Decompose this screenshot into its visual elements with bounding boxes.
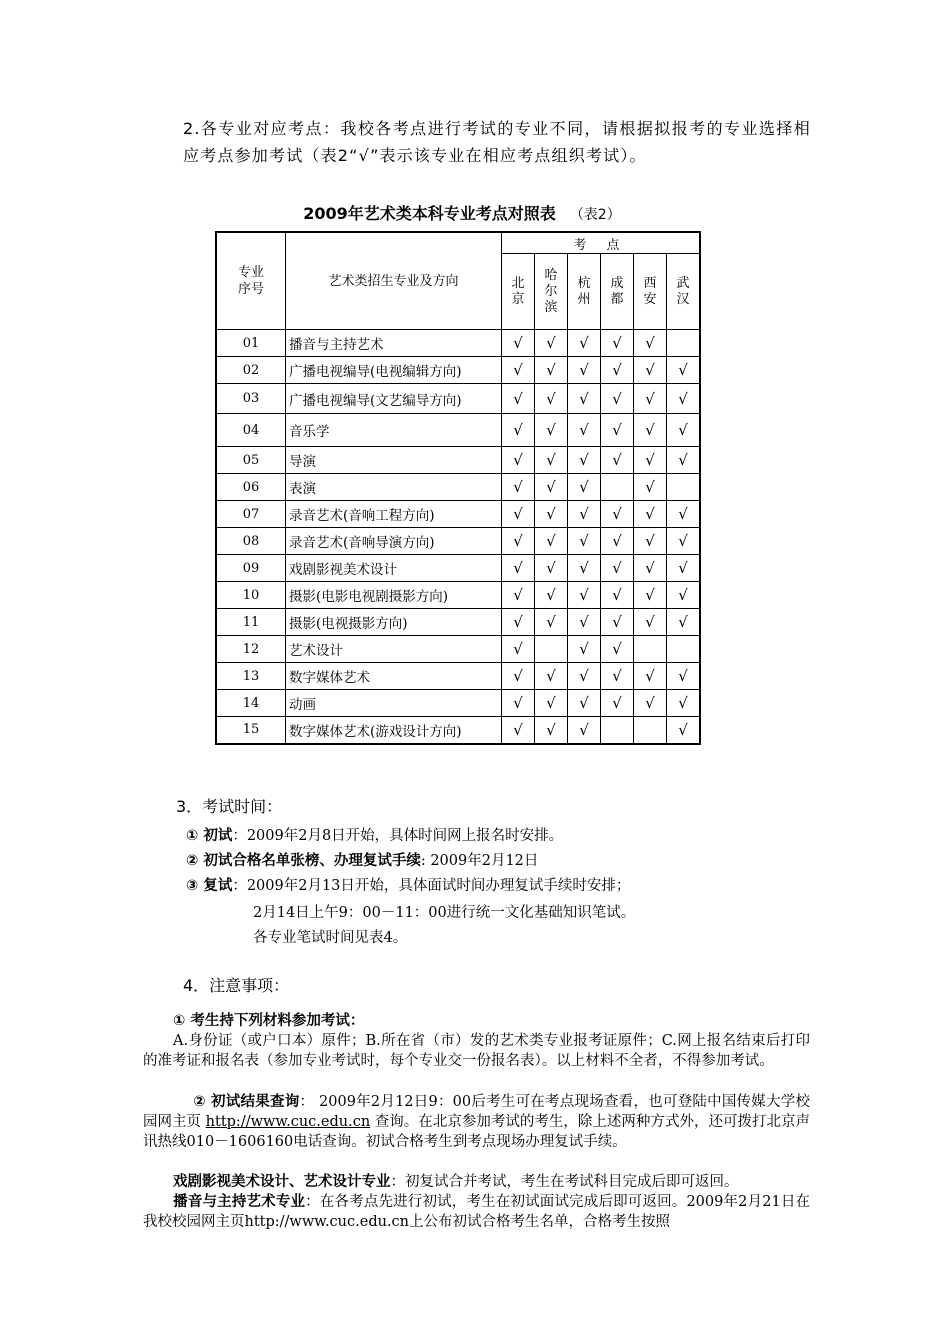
empty-cell bbox=[634, 717, 667, 744]
check-mark: √ bbox=[568, 330, 601, 357]
check-mark: √ bbox=[601, 582, 634, 609]
exam-time-item-1 bbox=[186, 824, 563, 845]
check-mark: √ bbox=[634, 663, 667, 690]
check-mark: √ bbox=[502, 447, 535, 474]
check-mark: √ bbox=[601, 330, 634, 357]
art-design-label: 戏剧影视美术设计、艺术设计专业 bbox=[173, 1174, 391, 1190]
check-mark: √ bbox=[568, 582, 601, 609]
header-city-1 bbox=[535, 254, 568, 330]
notice-materials-label: ① 考生持下列材料参加考试： bbox=[173, 1013, 365, 1029]
check-mark: √ bbox=[634, 384, 667, 414]
check-mark: √ bbox=[601, 357, 634, 384]
exam-time-item-3-line-2: 2月14日上午9：00－11：00进行统一文化基础知识笔试。 bbox=[253, 905, 636, 921]
row-serial-number: 06 bbox=[216, 474, 286, 501]
exam-site-table bbox=[215, 231, 701, 745]
row-serial-number: 03 bbox=[216, 384, 286, 414]
row-major-name: 导演 bbox=[286, 447, 502, 474]
table-row bbox=[216, 384, 700, 414]
row-major-name: 数字媒体艺术(游戏设计方向) bbox=[286, 717, 502, 744]
row-serial-number: 05 bbox=[216, 447, 286, 474]
check-mark: √ bbox=[535, 690, 568, 717]
check-mark: √ bbox=[535, 609, 568, 636]
row-serial-number: 15 bbox=[216, 717, 286, 744]
section-4-heading: 4．注意事项： bbox=[183, 976, 290, 995]
check-mark: √ bbox=[535, 384, 568, 414]
check-mark: √ bbox=[535, 447, 568, 474]
check-mark: √ bbox=[601, 690, 634, 717]
check-mark: √ bbox=[634, 690, 667, 717]
check-mark: √ bbox=[634, 501, 667, 528]
check-mark: √ bbox=[535, 717, 568, 744]
section-3-heading: 3．考试时间： bbox=[176, 797, 283, 816]
row-major-name: 戏剧影视美术设计 bbox=[286, 555, 502, 582]
row-serial-number: 14 bbox=[216, 690, 286, 717]
check-mark: √ bbox=[535, 555, 568, 582]
notice-materials-text: A.身份证（或户口本）原件；B.所在省（市）发的艺术类专业报考证原件；C.网上报名结束后打印的准考证和报名表（参加专业考试时，每个专业交一份报名表）。以上材料不全者，不得参加考试。 bbox=[143, 1033, 810, 1069]
table-row bbox=[216, 582, 700, 609]
check-mark: √ bbox=[634, 330, 667, 357]
header-city-3 bbox=[601, 254, 634, 330]
item-2-label: ② 初试合格名单张榜、办理复试手续 bbox=[186, 853, 421, 869]
check-mark: √ bbox=[535, 501, 568, 528]
section-2-paragraph: 2.各专业对应考点：我校各考点进行考试的专业不同，请根据拟报考的专业选择相应考点参加考试（表2“√”表示该专业在相应考点组织考试）。 bbox=[183, 119, 811, 165]
row-serial-number: 10 bbox=[216, 582, 286, 609]
row-major-name: 录音艺术(音响导演方向) bbox=[286, 528, 502, 555]
table-row bbox=[216, 330, 700, 357]
check-mark: √ bbox=[568, 414, 601, 447]
check-mark: √ bbox=[667, 501, 701, 528]
table-row bbox=[216, 717, 700, 744]
check-mark: √ bbox=[568, 717, 601, 744]
check-mark: √ bbox=[535, 528, 568, 555]
check-mark: √ bbox=[634, 609, 667, 636]
row-serial-number: 07 bbox=[216, 501, 286, 528]
row-serial-number: 02 bbox=[216, 357, 286, 384]
row-major-name: 录音艺术(音响工程方向) bbox=[286, 501, 502, 528]
item-3-text: ：2009年2月13日开始，具体面试时间办理复试手续时安排； bbox=[232, 878, 631, 894]
result-query-text-b: 查询。在北京参加考试的考生，除上述两种方式外，还可拨打北京声讯热线010－1606160电话查询。初试合格考生到考点现场办理复试手续。 bbox=[143, 1114, 811, 1150]
row-major-name: 音乐学 bbox=[286, 414, 502, 447]
exam-time-item-3-line-3: 各专业笔试时间见表4。 bbox=[253, 930, 408, 946]
check-mark: √ bbox=[535, 357, 568, 384]
table-row bbox=[216, 501, 700, 528]
empty-cell bbox=[667, 636, 701, 663]
table-row bbox=[216, 528, 700, 555]
check-mark: √ bbox=[667, 384, 701, 414]
check-mark: √ bbox=[502, 474, 535, 501]
check-mark: √ bbox=[568, 474, 601, 501]
row-major-name: 数字媒体艺术 bbox=[286, 663, 502, 690]
table-title-text: 2009年艺术类本科专业考点对照表 bbox=[303, 204, 556, 223]
result-query-text-a: ： 2009年2月12日9：00后考生可在考点现场查看，也可登陆中国传媒大学校园网主页 bbox=[143, 1094, 810, 1130]
check-mark: √ bbox=[502, 330, 535, 357]
city-name: 北 京 bbox=[511, 275, 525, 307]
table-row bbox=[216, 357, 700, 384]
check-mark: √ bbox=[502, 528, 535, 555]
empty-cell bbox=[601, 717, 634, 744]
check-mark: √ bbox=[601, 609, 634, 636]
check-mark: √ bbox=[535, 330, 568, 357]
check-mark: √ bbox=[601, 528, 634, 555]
city-name: 武 汉 bbox=[676, 275, 690, 307]
row-serial-number: 08 bbox=[216, 528, 286, 555]
check-mark: √ bbox=[667, 447, 701, 474]
check-mark: √ bbox=[634, 474, 667, 501]
check-mark: √ bbox=[568, 609, 601, 636]
city-name: 哈 尔 滨 bbox=[544, 267, 558, 315]
table-row bbox=[216, 690, 700, 717]
notice-materials bbox=[143, 1011, 810, 1071]
empty-cell bbox=[667, 330, 701, 357]
empty-cell bbox=[601, 474, 634, 501]
item-1-label: ① 初试 bbox=[186, 828, 233, 844]
row-major-name: 动画 bbox=[286, 690, 502, 717]
city-name: 西 安 bbox=[643, 275, 657, 307]
table-row bbox=[216, 474, 700, 501]
check-mark: √ bbox=[634, 414, 667, 447]
check-mark: √ bbox=[667, 582, 701, 609]
check-mark: √ bbox=[667, 528, 701, 555]
check-mark: √ bbox=[535, 474, 568, 501]
check-mark: √ bbox=[601, 636, 634, 663]
check-mark: √ bbox=[634, 582, 667, 609]
row-serial-number: 11 bbox=[216, 609, 286, 636]
row-major-name: 摄影(电视摄影方向) bbox=[286, 609, 502, 636]
check-mark: √ bbox=[502, 582, 535, 609]
item-3-label: ③ 复试 bbox=[186, 878, 233, 894]
exam-time-item-2 bbox=[186, 849, 538, 870]
check-mark: √ bbox=[568, 663, 601, 690]
broadcasting-label: 播音与主持艺术专业 bbox=[173, 1194, 306, 1210]
row-major-name: 播音与主持艺术 bbox=[286, 330, 502, 357]
row-major-name: 广播电视编导(电视编辑方向) bbox=[286, 357, 502, 384]
check-mark: √ bbox=[502, 357, 535, 384]
check-mark: √ bbox=[667, 663, 701, 690]
table-title bbox=[212, 201, 712, 224]
item-1-text: ：2009年2月8日开始，具体时间网上报名时安排。 bbox=[232, 828, 564, 844]
check-mark: √ bbox=[502, 384, 535, 414]
row-serial-number: 01 bbox=[216, 330, 286, 357]
check-mark: √ bbox=[502, 609, 535, 636]
check-mark: √ bbox=[667, 717, 701, 744]
check-mark: √ bbox=[502, 555, 535, 582]
table-row bbox=[216, 663, 700, 690]
notice-art-design bbox=[143, 1172, 810, 1192]
empty-cell bbox=[667, 474, 701, 501]
notice-result-query bbox=[143, 1092, 810, 1152]
check-mark: √ bbox=[568, 528, 601, 555]
row-major-name: 广播电视编导(文艺编导方向) bbox=[286, 384, 502, 414]
check-mark: √ bbox=[568, 501, 601, 528]
check-mark: √ bbox=[535, 582, 568, 609]
header-exam-sites: 考 点 bbox=[502, 232, 701, 254]
city-name: 成 都 bbox=[610, 275, 624, 307]
check-mark: √ bbox=[568, 690, 601, 717]
item-2-text: : 2009年2月12日 bbox=[420, 853, 539, 869]
check-mark: √ bbox=[568, 636, 601, 663]
check-mark: √ bbox=[601, 447, 634, 474]
broadcasting-text: ：在各考点先进行初试，考生在初试面试完成后即可返回。2009年2月21日在我校校园网主页http://www.cuc.edu.cn上公布初试合格考生名单，合格考生按照 bbox=[143, 1194, 811, 1230]
check-mark: √ bbox=[568, 447, 601, 474]
table-row bbox=[216, 555, 700, 582]
check-mark: √ bbox=[502, 636, 535, 663]
check-mark: √ bbox=[502, 501, 535, 528]
header-city-2 bbox=[568, 254, 601, 330]
check-mark: √ bbox=[601, 501, 634, 528]
cuc-homepage-link[interactable]: http://www.cuc.edu.cn bbox=[205, 1114, 371, 1130]
check-mark: √ bbox=[667, 555, 701, 582]
table-row bbox=[216, 447, 700, 474]
header-serial-number bbox=[216, 232, 286, 330]
header-city-5 bbox=[667, 254, 701, 330]
check-mark: √ bbox=[634, 528, 667, 555]
check-mark: √ bbox=[634, 555, 667, 582]
exam-time-item-3 bbox=[186, 874, 630, 895]
check-mark: √ bbox=[667, 609, 701, 636]
row-serial-number: 13 bbox=[216, 663, 286, 690]
row-serial-number: 04 bbox=[216, 414, 286, 447]
check-mark: √ bbox=[502, 717, 535, 744]
check-mark: √ bbox=[568, 555, 601, 582]
table-row bbox=[216, 414, 700, 447]
notice-broadcasting bbox=[143, 1192, 810, 1232]
result-query-label: ② 初试结果查询 bbox=[193, 1094, 300, 1110]
check-mark: √ bbox=[502, 690, 535, 717]
check-mark: √ bbox=[502, 663, 535, 690]
check-mark: √ bbox=[535, 414, 568, 447]
empty-cell bbox=[535, 636, 568, 663]
row-serial-number: 09 bbox=[216, 555, 286, 582]
row-major-name: 表演 bbox=[286, 474, 502, 501]
city-name: 杭 州 bbox=[577, 275, 591, 307]
check-mark: √ bbox=[601, 384, 634, 414]
table-row bbox=[216, 609, 700, 636]
table-row bbox=[216, 636, 700, 663]
art-design-text: ：初复试合并考试，考生在考试科目完成后即可返回。 bbox=[390, 1174, 739, 1190]
check-mark: √ bbox=[634, 357, 667, 384]
check-mark: √ bbox=[634, 447, 667, 474]
check-mark: √ bbox=[601, 414, 634, 447]
row-serial-number: 12 bbox=[216, 636, 286, 663]
table-subtitle: （表2） bbox=[569, 207, 621, 223]
row-major-name: 摄影(电影电视剧摄影方向) bbox=[286, 582, 502, 609]
check-mark: √ bbox=[601, 555, 634, 582]
header-major-name: 艺术类招生专业及方向 bbox=[286, 232, 502, 330]
check-mark: √ bbox=[667, 357, 701, 384]
check-mark: √ bbox=[667, 414, 701, 447]
empty-cell bbox=[634, 636, 667, 663]
check-mark: √ bbox=[502, 414, 535, 447]
check-mark: √ bbox=[568, 384, 601, 414]
header-city-0 bbox=[502, 254, 535, 330]
header-city-4 bbox=[634, 254, 667, 330]
check-mark: √ bbox=[601, 663, 634, 690]
row-major-name: 艺术设计 bbox=[286, 636, 502, 663]
check-mark: √ bbox=[568, 357, 601, 384]
check-mark: √ bbox=[667, 690, 701, 717]
header-serial-text: 专业 序号 bbox=[237, 265, 264, 297]
check-mark: √ bbox=[535, 663, 568, 690]
